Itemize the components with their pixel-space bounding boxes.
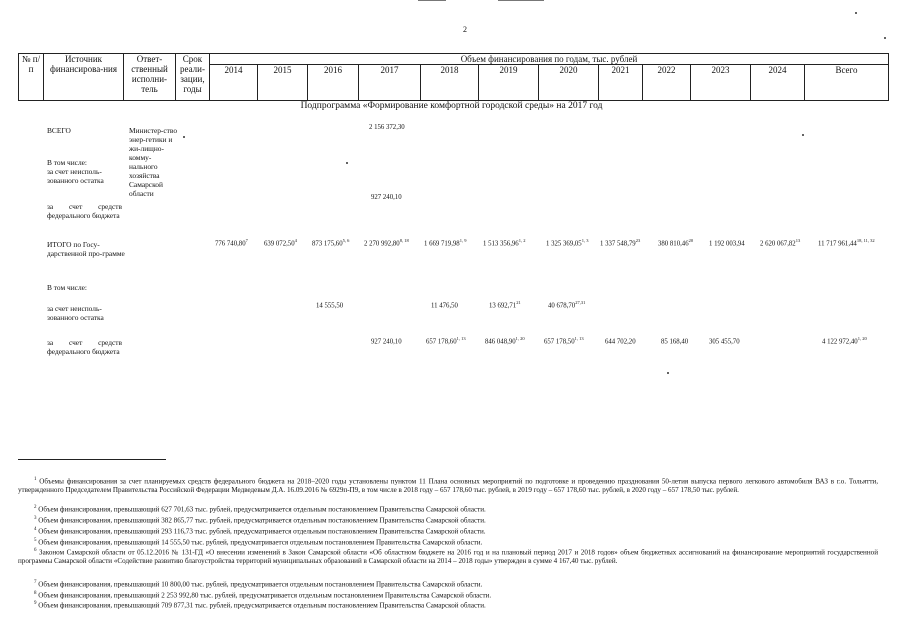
value-ostatok-2019: 13 692,71$^{21}$ — [489, 300, 521, 310]
scan-dot — [183, 136, 185, 138]
header-year: 2018 — [421, 65, 479, 101]
footnote-7: $^7$ Объем финансирования, превышающий 10 800,00 тыс. рублей, предусматривается отдельным постановлением Правительства Самарской области. — [34, 580, 483, 589]
scan-mark — [418, 0, 446, 1]
label-vsego: ВСЕГО — [47, 126, 71, 135]
value-itogo-2018: 1 669 719,98$^{1, 9}$ — [424, 238, 467, 248]
header-year: 2022 — [643, 65, 691, 101]
subprogram-title: Подпрограмма «Формирование комфортной городской среды» на 2017 год — [300, 101, 603, 111]
page-number: 2 — [463, 25, 467, 34]
value-federal-total: 4 122 972,40$^{1, 20}$ — [822, 336, 867, 346]
footnote-2: $^2$ Объем финансирования, превышающий 627 701,63 тыс. рублей, предусматривается отдельным постановлением Правительства Самарской области. — [34, 505, 486, 514]
value-federal-2017: 927 240,10 — [371, 194, 402, 201]
header-year: 2014 — [210, 65, 258, 101]
value-itogo-2023: 1 192 003,94 — [709, 240, 745, 248]
value-itogo-2014: 776 740,80$^7$ — [215, 238, 248, 248]
value-itogo-2024: 2 620 067,82$^{13}$ — [760, 238, 801, 248]
value-federal-2017: 927 240,10 — [371, 338, 402, 346]
value-itogo-2019: 1 513 356,96$^{1, 2}$ — [483, 238, 526, 248]
scan-dot — [884, 37, 886, 39]
value-ostatok-2018: 11 476,50 — [431, 302, 458, 310]
header-year: 2019 — [479, 65, 539, 101]
footnote-5: $^5$ Объем финансирования, превышающий 14 555,50 тыс. рублей, предусматривается отдельным постановлением Правительства Самарской области. — [34, 538, 483, 547]
value-itogo-total: 11 717 961,44$^{18, 11, 32}$ — [818, 238, 875, 248]
footnote-6: $^6$ Законом Самарской области от 05.12.2016 № 131-ГД «О внесении изменений в Закон Самарской области «Об областном бюджете на 2016 год и на плановый период 2017 и 2018 годов» объем бюджетных ассигнований на финансирование мероприятий государственной программы Самарской области «Содействие развитию благоустройства территорий муниципальных образований в Самарской области на 2014 – 2018 годы» утвержден в сумме 4 167,40 тыс. рублей. — [18, 548, 878, 566]
footnote-1: $^1$ Объемы финансирования за счет планируемых средств федерального бюджета на 2018–2020 годы установлены пунктом 11 Плана основных мероприятий по подготовке и проведению празднования 50-летия выпуска первого легкового автомобиля ВАЗ в г.о. Тольятти, утвержденного Председателем Правительства Российской Федерации Медведевым Д.А. 16.09.2016 № 6929п-П9, в том числе в 2018 году – 657 178,60 тыс. рублей, в 2019 году – 657 178,60 тыс. рублей, в 2020 году – 657 178,50 тыс. рублей. — [18, 477, 878, 495]
value-itogo-2017: 2 270 992,80$^{8, 18}$ — [364, 238, 409, 248]
header-period: Срок реали-зации, годы — [176, 54, 210, 101]
header-year: 2024 — [751, 65, 805, 101]
scan-mark — [498, 0, 544, 1]
label-in-that-number: В том числе: — [47, 283, 87, 292]
value-vsego-2017: 2 156 372,30 — [369, 124, 405, 131]
value-federal-2023: 305 455,70 — [709, 338, 740, 346]
value-itogo-2021: 1 337 548,79$^{23}$ — [600, 238, 641, 248]
header-year: 2016 — [308, 65, 359, 101]
value-federal-2022: 85 168,40 — [661, 338, 689, 346]
scan-dot — [667, 372, 669, 374]
header-year: 2021 — [599, 65, 643, 101]
label-unused-balance: за счет неисполь-зованного остатка — [47, 167, 104, 185]
label-itogo: ИТОГО по Госу-дарственной про-грамме — [47, 240, 125, 258]
header-total: Всего — [805, 65, 889, 101]
header-year: 2015 — [258, 65, 308, 101]
value-federal-2020: 657 178,50$^{1, 13}$ — [544, 336, 584, 346]
value-federal-2019: 846 048,90$^{1, 20}$ — [485, 336, 525, 346]
header-group-title: Объем финансирования по годам, тыс. рублей — [210, 54, 889, 65]
financing-table — [18, 53, 889, 101]
header-source: Источник финансирова-ния — [44, 54, 124, 101]
value-itogo-2016: 873 175,60$^{5, 6}$ — [312, 238, 350, 248]
scan-dot — [802, 134, 804, 136]
label-in-that-number: В том числе: — [47, 158, 87, 167]
value-itogo-2020: 1 325 369,05$^{1, 3}$ — [546, 238, 589, 248]
header-year: 2017 — [359, 65, 421, 101]
scan-dot — [855, 12, 857, 14]
header-num: № п/п — [19, 54, 44, 101]
footnote-separator — [18, 459, 166, 460]
value-federal-2018: 657 178,60$^{1, 13}$ — [426, 336, 466, 346]
footnote-4: $^4$ Объем финансирования, превышающий 293 116,73 тыс. рублей, предусматривается отдельным постановлением Правительства Самарской области. — [34, 527, 486, 536]
responsible-executor: Министер-ство энер-гетики и жи-лищно-комму-нального хозяйства Самарской области — [129, 126, 178, 198]
scan-dot — [346, 162, 348, 164]
value-ostatok-2016: 14 555,50 — [316, 302, 344, 310]
label-federal-budget: за счет средств федерального бюджета — [47, 202, 122, 220]
footnote-8: $^8$ Объем финансирования, превышающий 2 253 992,80 тыс. рублей, предусматривается отдельным постановлением Правительства Самарской области. — [34, 591, 492, 600]
label-federal-budget: за счет средств федерального бюджета — [47, 338, 122, 356]
header-year: 2020 — [539, 65, 599, 101]
value-itogo-2015: 639 072,50$^4$ — [264, 238, 297, 248]
value-ostatok-2020: 40 678,70$^{27,31}$ — [548, 300, 586, 310]
header-year: 2023 — [691, 65, 751, 101]
value-itogo-2022: 380 810,46$^{20}$ — [658, 238, 694, 248]
footnote-9: $^9$ Объем финансирования, превышающий 709 877,31 тыс. рублей, предусматривается отдельным постановлением Правительства Самарской области. — [34, 601, 486, 610]
value-federal-2021: 644 702,20 — [605, 338, 636, 346]
label-unused-balance: за счет неисполь-зованного остатка — [47, 304, 104, 322]
header-responsible: Ответ-ственный исполни-тель — [124, 54, 176, 101]
footnote-3: $^3$ Объем финансирования, превышающий 382 865,77 тыс. рублей, предусматривается отдельным постановлением Правительства Самарской области. — [34, 516, 486, 525]
